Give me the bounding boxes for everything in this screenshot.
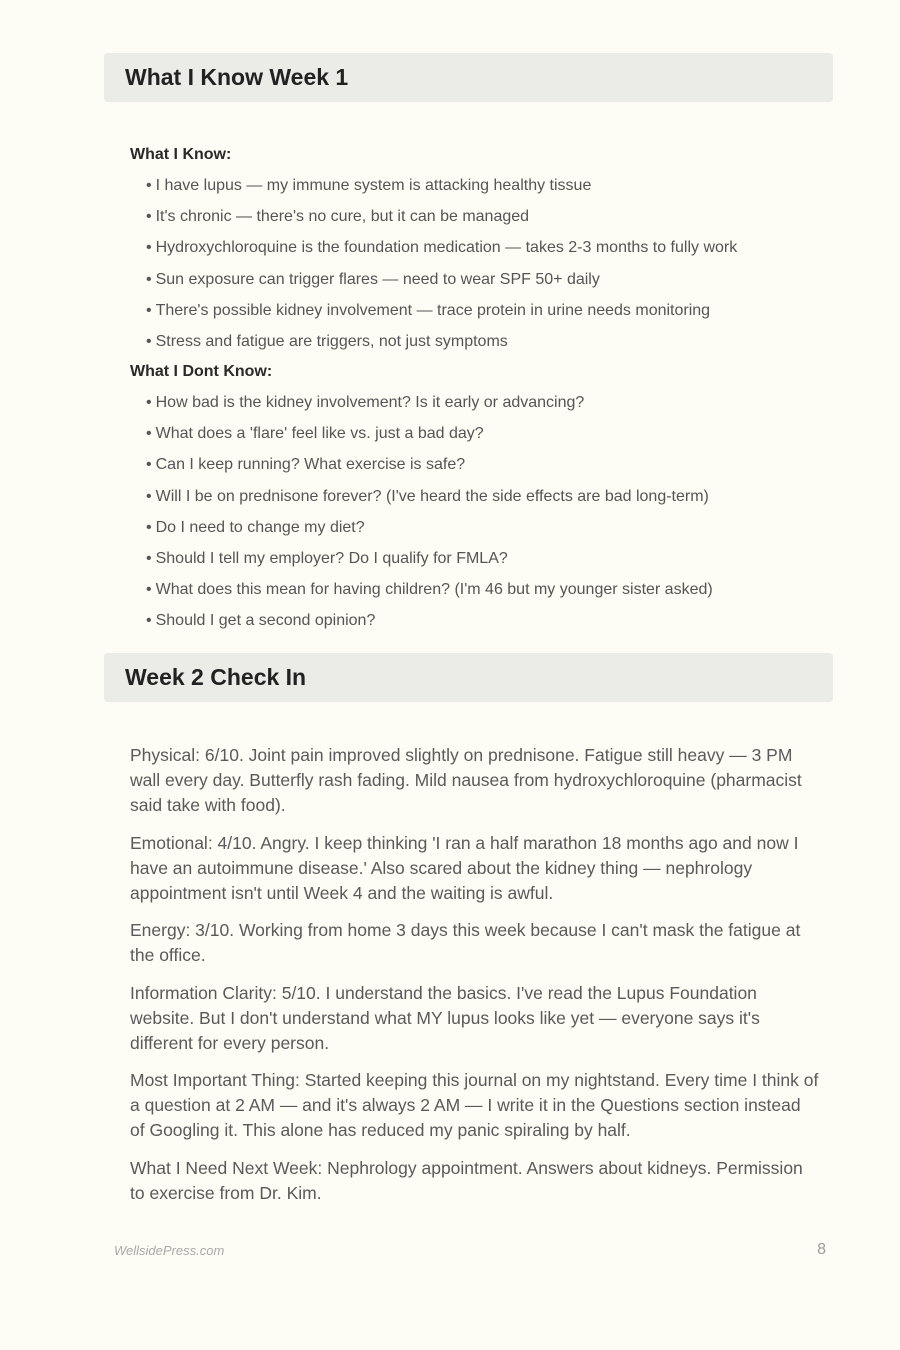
bullet-icon: • xyxy=(146,394,152,411)
bullet-icon: • xyxy=(146,425,152,443)
bullet-icon: • xyxy=(146,487,152,505)
section-title-week1: What I Know Week 1 xyxy=(125,64,349,90)
list-item: • Should I tell my employer? Do I qualify for FMLA? xyxy=(146,549,508,567)
bullet-icon: • xyxy=(146,612,152,630)
checkin-body xyxy=(130,743,820,1218)
list-item: • Should I get a second opinion? xyxy=(146,612,376,630)
bullet-icon: • xyxy=(146,581,152,599)
checkin-physical: Physical: 6/10. Joint pain improved slightly on prednisone. Fatigue still heavy — 3 PM wall every day. Butterfly rash fading. Mild nausea from hydroxychloroquine (pharmacist said take with food). xyxy=(130,745,802,815)
list-item: • What does a 'flare' feel like vs. just a bad day? xyxy=(146,425,484,443)
know-list xyxy=(146,176,737,363)
bullet-icon: • xyxy=(146,301,152,319)
checkin-emotional: Emotional: 4/10. Angry. I keep thinking 'I ran a half marathon 18 months ago and now I have an autoimmune disease.' Also scared about the kidney thing — nephrology appointment isn't until Week 4 and the waiting is awful. xyxy=(130,832,799,903)
bullet-icon: • xyxy=(146,177,152,194)
list-item: • What does this mean for having children? (I'm 46 but my younger sister asked) xyxy=(146,581,713,599)
list-item: • Will I be on prednisone forever? (I've heard the side effects are bad long-term) xyxy=(146,487,709,505)
checkin-next-week: What I Need Next Week: Nephrology appointment. Answers about kidneys. Permission to exercise from Dr. Kim. xyxy=(130,1157,803,1203)
bullet-icon: • xyxy=(146,270,152,288)
bullet-icon: • xyxy=(146,208,152,226)
dont-know-list xyxy=(146,393,713,643)
bullet-icon: • xyxy=(146,518,152,536)
checkin-energy: Energy: 3/10. Working from home 3 days this week because I can't mask the fatigue at the office. xyxy=(130,920,801,965)
list-item: • How bad is the kidney involvement? Is it early or advancing? xyxy=(146,394,585,411)
section-header-week2 xyxy=(104,653,833,702)
section-title-week2: Week 2 Check In xyxy=(125,664,307,690)
list-item: • Hydroxychloroquine is the foundation medication — takes 2-3 months to fully work xyxy=(146,239,738,257)
list-item: • It's chronic — there's no cure, but it can be managed xyxy=(146,208,530,226)
know-heading: What I Know: xyxy=(130,146,232,163)
bullet-icon: • xyxy=(146,332,152,350)
section-header-week1 xyxy=(104,53,833,102)
list-item: • There's possible kidney involvement — trace protein in urine needs monitoring xyxy=(146,301,711,319)
page-number: 8 xyxy=(817,1241,826,1258)
footer-site: WellsidePress.com xyxy=(114,1243,225,1258)
bullet-icon: • xyxy=(146,239,152,257)
list-item: • Sun exposure can trigger flares — need to wear SPF 50+ daily xyxy=(146,270,600,288)
bullet-icon: • xyxy=(146,549,152,567)
list-item: • Stress and fatigue are triggers, not just symptoms xyxy=(146,332,508,350)
list-item: • Do I need to change my diet? xyxy=(146,518,365,536)
dont-know-heading: What I Dont Know: xyxy=(130,363,273,380)
bullet-icon: • xyxy=(146,456,152,474)
checkin-most-important: Most Important Thing: Started keeping this journal on my nightstand. Every time I think of a question at 2 AM — and it's always 2 AM — I write it in the Questions section instead of Googling it. This alone has reduced my panic spiraling by half. xyxy=(130,1070,819,1140)
list-item: • Can I keep running? What exercise is safe? xyxy=(146,456,466,474)
list-item: • I have lupus — my immune system is attacking healthy tissue xyxy=(146,177,592,194)
checkin-information-clarity: Information Clarity: 5/10. I understand the basics. I've read the Lupus Foundation website. But I don't understand what MY lupus looks like yet — everyone says it's different for every person. xyxy=(130,982,760,1053)
